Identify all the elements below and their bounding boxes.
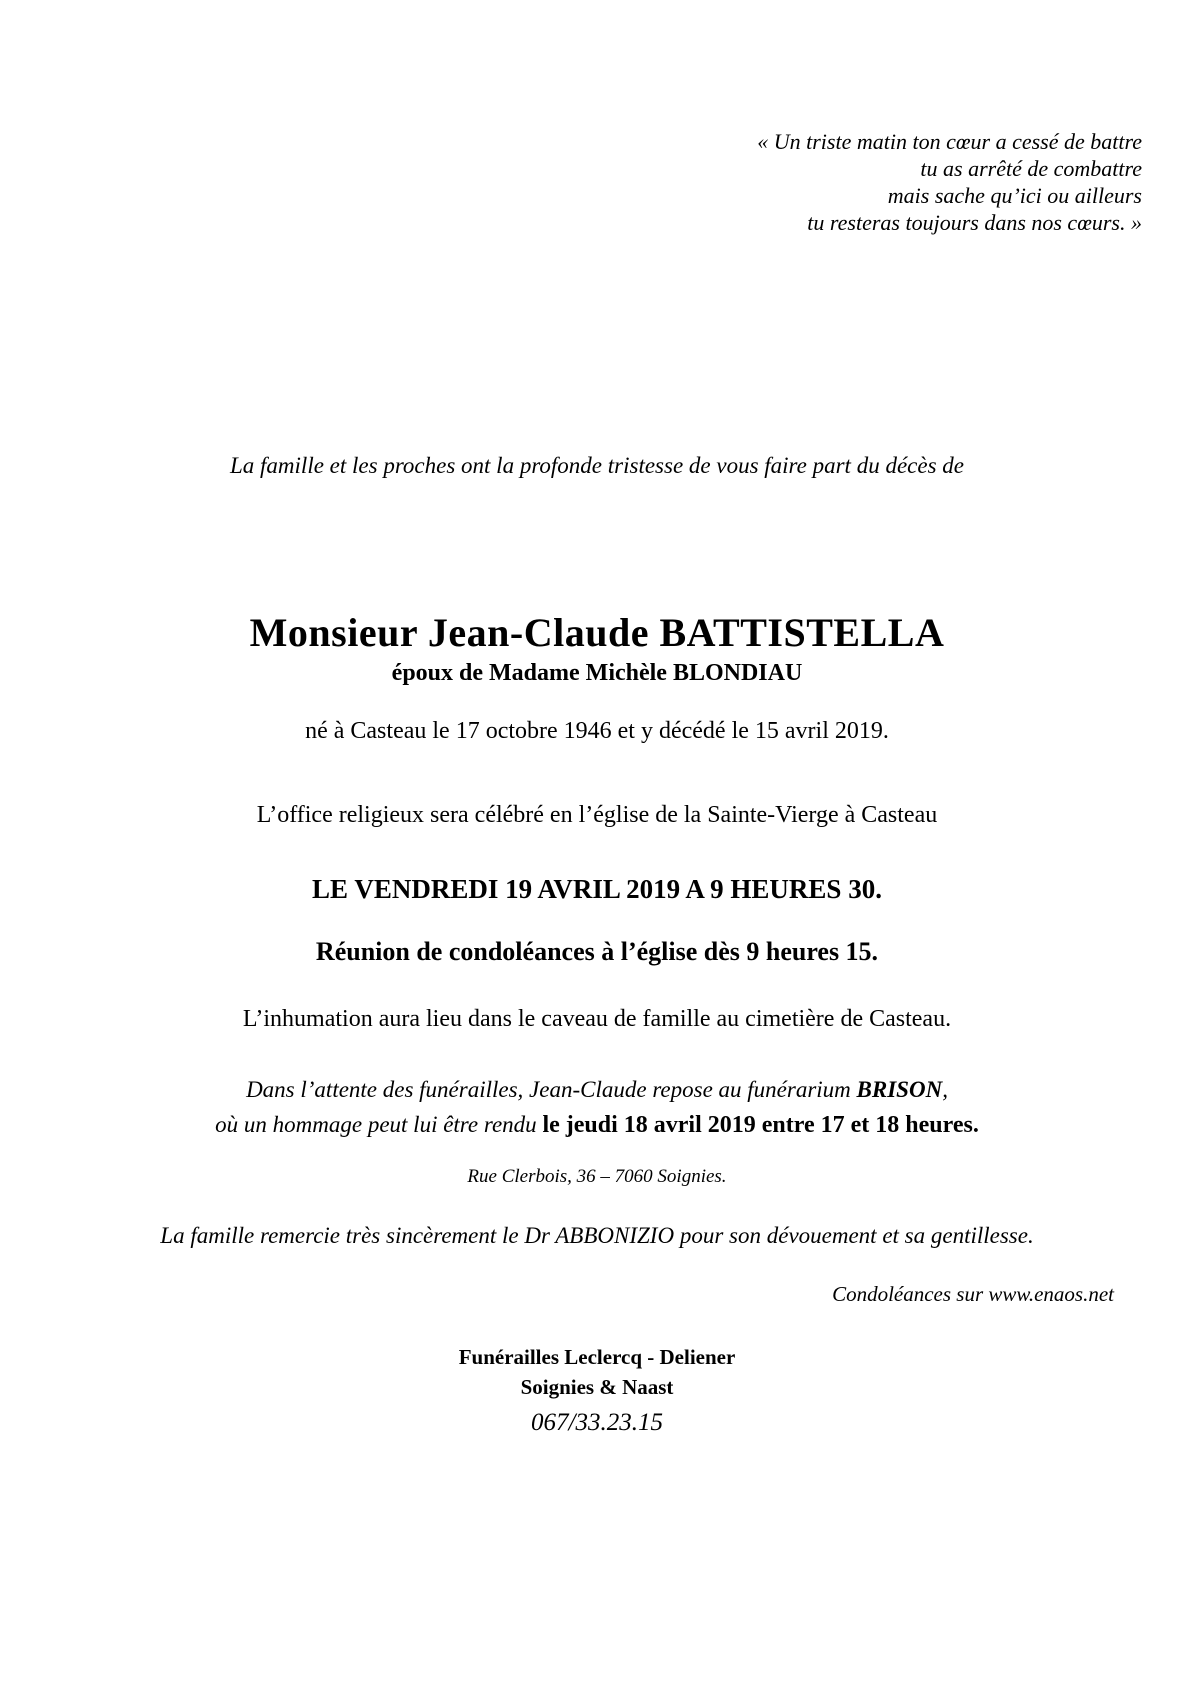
funerarium-name: BRISON xyxy=(856,1077,943,1102)
memorial-quote-line: mais sache qu’ici ou ailleurs xyxy=(887,183,1142,208)
memorial-quote-line: tu resteras toujours dans nos cœurs. » xyxy=(807,210,1142,235)
birth-death-dates: né à Casteau le 17 octobre 1946 et y décédé le 15 avril 2019. xyxy=(305,718,889,744)
spouse-line: époux de Madame Michèle BLONDIAU xyxy=(391,660,803,686)
funerarium-address: Rue Clerbois, 36 – 7060 Soignies. xyxy=(467,1166,727,1187)
funeral-home-name: Funérailles Leclercq - Deliener xyxy=(458,1345,736,1369)
announcement-intro: La famille et les proches ont la profonde tristesse de vous faire part du décès de xyxy=(230,453,964,478)
burial-line: L’inhumation aura lieu dans le caveau de famille au cimetière de Casteau. xyxy=(242,1006,952,1032)
homage-datetime: le jeudi 18 avril 2019 entre 17 et 18 heures. xyxy=(542,1112,979,1138)
online-condolences-line: Condoléances sur www.enaos.net xyxy=(832,1282,1114,1306)
condolence-meeting-line: Réunion de condoléances à l’église dès 9 heures 15. xyxy=(315,937,879,966)
deceased-name: Monsieur Jean-Claude BATTISTELLA xyxy=(249,610,945,655)
memorial-quote-line: tu as arrêté de combattre xyxy=(920,156,1142,181)
service-date-line: LE VENDREDI 19 AVRIL 2019 A 9 HEURES 30. xyxy=(312,874,882,904)
memorial-quote xyxy=(0,128,1142,236)
repose-text: Dans l’attente des funérailles, Jean-Claude repose au funérarium xyxy=(246,1077,857,1102)
homage-text: où un hommage peut lui être rendu xyxy=(215,1112,543,1137)
memorial-quote-line: « Un triste matin ton cœur a cessé de battre xyxy=(757,129,1142,154)
religious-service-line: L’office religieux sera célébré en l’église de la Sainte-Vierge à Casteau xyxy=(256,802,938,828)
funeral-home-locations: Soignies & Naast xyxy=(520,1375,674,1399)
homage-line xyxy=(0,1109,1194,1141)
funerarium-repose-line xyxy=(0,1075,1194,1105)
repose-comma: , xyxy=(942,1077,948,1102)
funeral-home-phone: 067/33.23.15 xyxy=(531,1409,663,1436)
doctor-thanks-line: La famille remercie très sincèrement le Dr ABBONIZIO pour son dévouement et sa gentillesse. xyxy=(160,1223,1034,1248)
